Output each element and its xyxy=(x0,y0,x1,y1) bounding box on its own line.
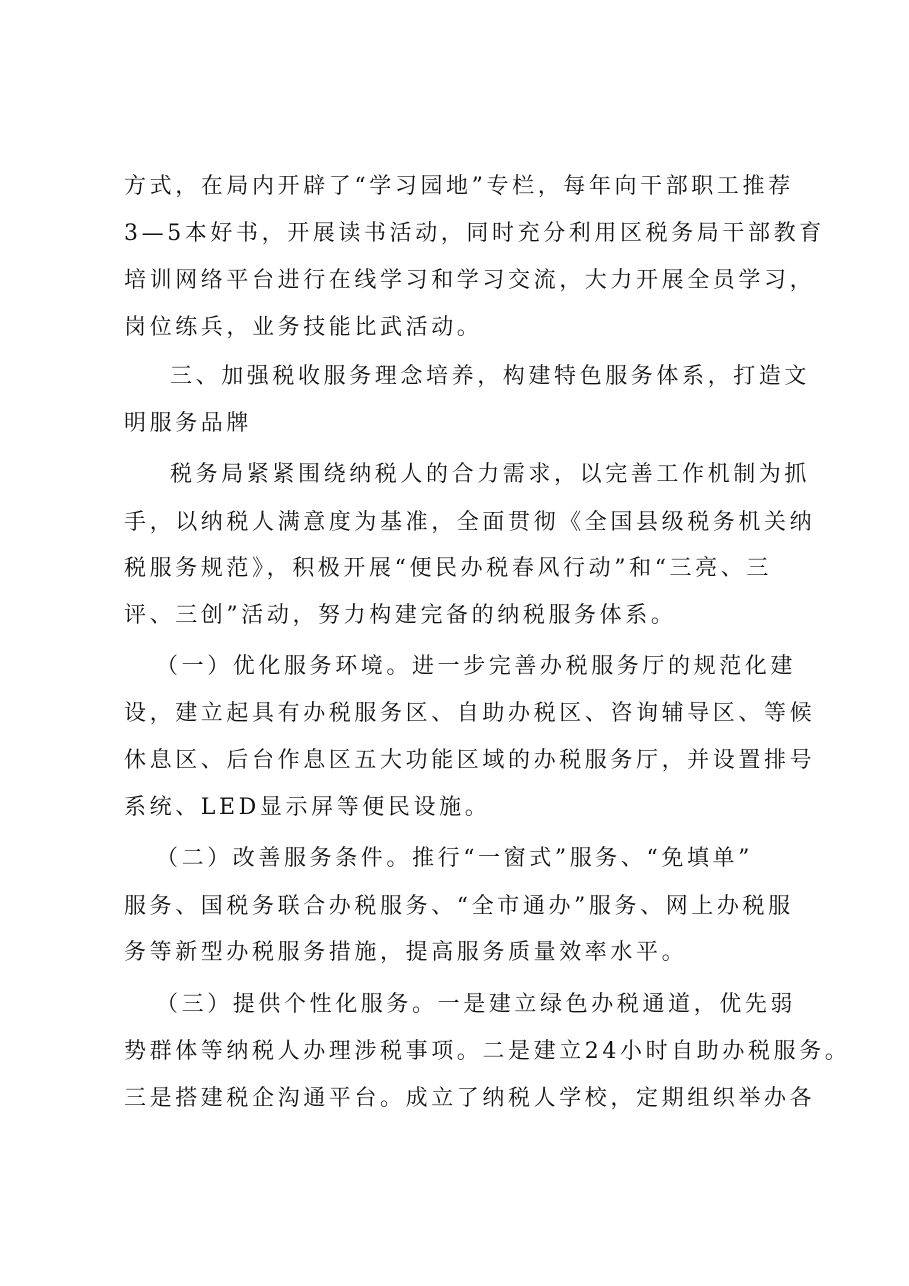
text-line: 税务局紧紧围绕纳税人的合力需求，以完善工作机制为抓 xyxy=(170,462,811,487)
text-line: 岗位练兵，业务技能比武活动。 xyxy=(124,315,483,340)
section-heading: 三、加强税收服务理念培养，构建特色服务体系，打造文 xyxy=(170,364,811,389)
subsection-line: （一）优化服务环境。进一步完善办税服务厅的规范化建 xyxy=(156,654,797,679)
text-line: 三是搭建税企沟通平台。成立了纳税人学校，定期组织举办各 xyxy=(124,1086,816,1111)
text-line: 服务、国税务联合办税服务、“全市通办”服务、网上办税服 xyxy=(124,894,794,919)
subsection-line: （三）提供个性化服务。一是建立绿色办税通道，优先弱 xyxy=(156,992,797,1017)
text-line: 务等新型办税服务措施，提高服务质量效率水平。 xyxy=(124,940,688,965)
section-heading-cont: 明服务品牌 xyxy=(124,411,253,436)
text-line: 手，以纳税人满意度为基准，全面贯彻《全国县级税务机关纳 xyxy=(124,510,816,535)
text-line: 休息区、后台作息区五大功能区域的办税服务厅，并设置排号 xyxy=(124,748,816,773)
text-line: 3—5本好书，开展读书活动，同时充分利用区税务局干部教育 xyxy=(124,221,825,246)
text-line: 系统、LED显示屏等便民设施。 xyxy=(124,795,491,820)
text-line: 势群体等纳税人办理涉税事项。二是建立24小时自助办税服务。 xyxy=(124,1039,851,1064)
subsection-line: （二）改善服务条件。推行“一窗式”服务、“免填单” xyxy=(156,846,753,871)
text-line: 设，建立起具有办税服务区、自助办税区、咨询辅导区、等候 xyxy=(124,701,816,726)
text-line: 培训网络平台进行在线学习和学习交流，大力开展全员学习， xyxy=(124,268,816,293)
text-line: 评、三创”活动，努力构建完备的纳税服务体系。 xyxy=(124,603,677,628)
text-line: 税服务规范》，积极开展“便民办税春风行动”和“三亮、三 xyxy=(124,556,772,581)
text-line: 方式，在局内开辟了“学习园地”专栏，每年向干部职工推荐 xyxy=(124,174,794,199)
